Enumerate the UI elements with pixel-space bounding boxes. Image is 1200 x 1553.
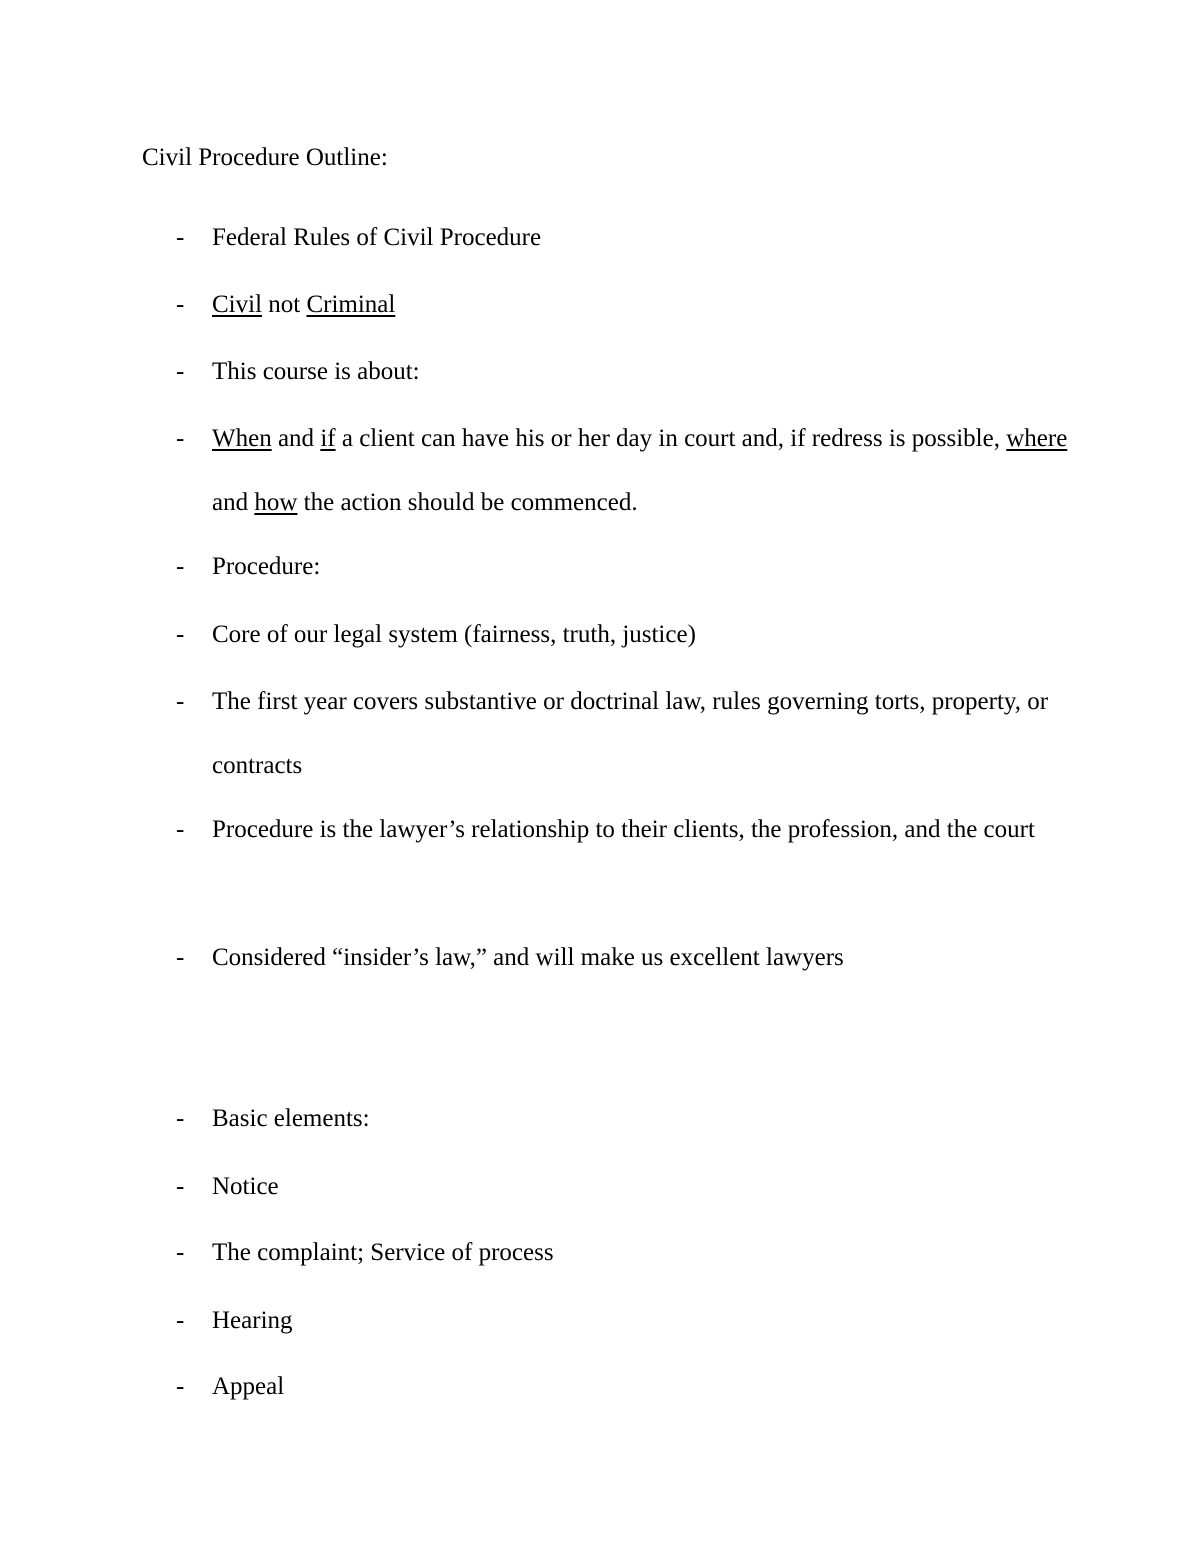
list-item-text: Core of our legal system (fairness, truth, justice) bbox=[212, 621, 696, 648]
bullet-dash: - bbox=[176, 553, 185, 580]
underlined-term: how bbox=[254, 489, 298, 516]
list-item-text: Civil not Criminal bbox=[212, 291, 396, 318]
underlined-term: Criminal bbox=[306, 291, 396, 318]
list-item-text: Procedure: bbox=[212, 553, 321, 580]
list-item-text: The first year covers substantive or doctrinal law, rules governing torts, property, or contracts bbox=[212, 688, 1049, 779]
underlined-term: where bbox=[1006, 425, 1068, 452]
list-item bbox=[176, 206, 1076, 270]
underlined-term: When bbox=[212, 425, 272, 452]
list-item-text: Notice bbox=[212, 1173, 279, 1200]
list-item bbox=[176, 1355, 1076, 1419]
list-item-text: Appeal bbox=[212, 1373, 285, 1400]
bullet-dash: - bbox=[176, 1307, 185, 1334]
list-item bbox=[176, 670, 1076, 798]
page-title: Civil Procedure Outline: bbox=[142, 144, 388, 171]
list-item bbox=[176, 1087, 1076, 1151]
bullet-dash: - bbox=[176, 358, 185, 385]
list-item bbox=[176, 1221, 1076, 1285]
list-item-text: Federal Rules of Civil Procedure bbox=[212, 224, 542, 251]
bullet-dash: - bbox=[176, 621, 185, 648]
bullet-dash: - bbox=[176, 291, 185, 318]
list-item bbox=[176, 1289, 1076, 1353]
bullet-dash: - bbox=[176, 1239, 185, 1266]
list-item-text: Considered “insider’s law,” and will make us excellent lawyers bbox=[212, 944, 844, 971]
list-item-text: Procedure is the lawyer’s relationship to their clients, the profession, and the court bbox=[212, 816, 1035, 843]
list-item bbox=[176, 603, 1076, 667]
list-item-text: This course is about: bbox=[212, 358, 420, 385]
list-item-text: The complaint; Service of process bbox=[212, 1239, 554, 1266]
underlined-term: if bbox=[320, 425, 336, 452]
bullet-dash: - bbox=[176, 1105, 185, 1132]
bullet-dash: - bbox=[176, 224, 185, 251]
bullet-dash: - bbox=[176, 688, 185, 715]
list-item-text: Hearing bbox=[212, 1307, 293, 1334]
underlined-term: Civil bbox=[212, 291, 263, 318]
bullet-dash: - bbox=[176, 1173, 185, 1200]
bullet-dash: - bbox=[176, 1373, 185, 1400]
bullet-dash: - bbox=[176, 425, 185, 452]
list-item bbox=[176, 273, 1076, 337]
list-item-text: When and if a client can have his or her day in court and, if redress is possible, where and how the action should be commenced. bbox=[212, 425, 1068, 516]
list-item bbox=[176, 1155, 1076, 1219]
list-item-text: Basic elements: bbox=[212, 1105, 370, 1132]
list-item bbox=[176, 798, 1076, 862]
list-item bbox=[176, 926, 1076, 990]
list-item bbox=[176, 535, 1076, 599]
bullet-dash: - bbox=[176, 944, 185, 971]
bullet-dash: - bbox=[176, 816, 185, 843]
list-item bbox=[176, 340, 1076, 404]
list-item bbox=[176, 407, 1076, 535]
